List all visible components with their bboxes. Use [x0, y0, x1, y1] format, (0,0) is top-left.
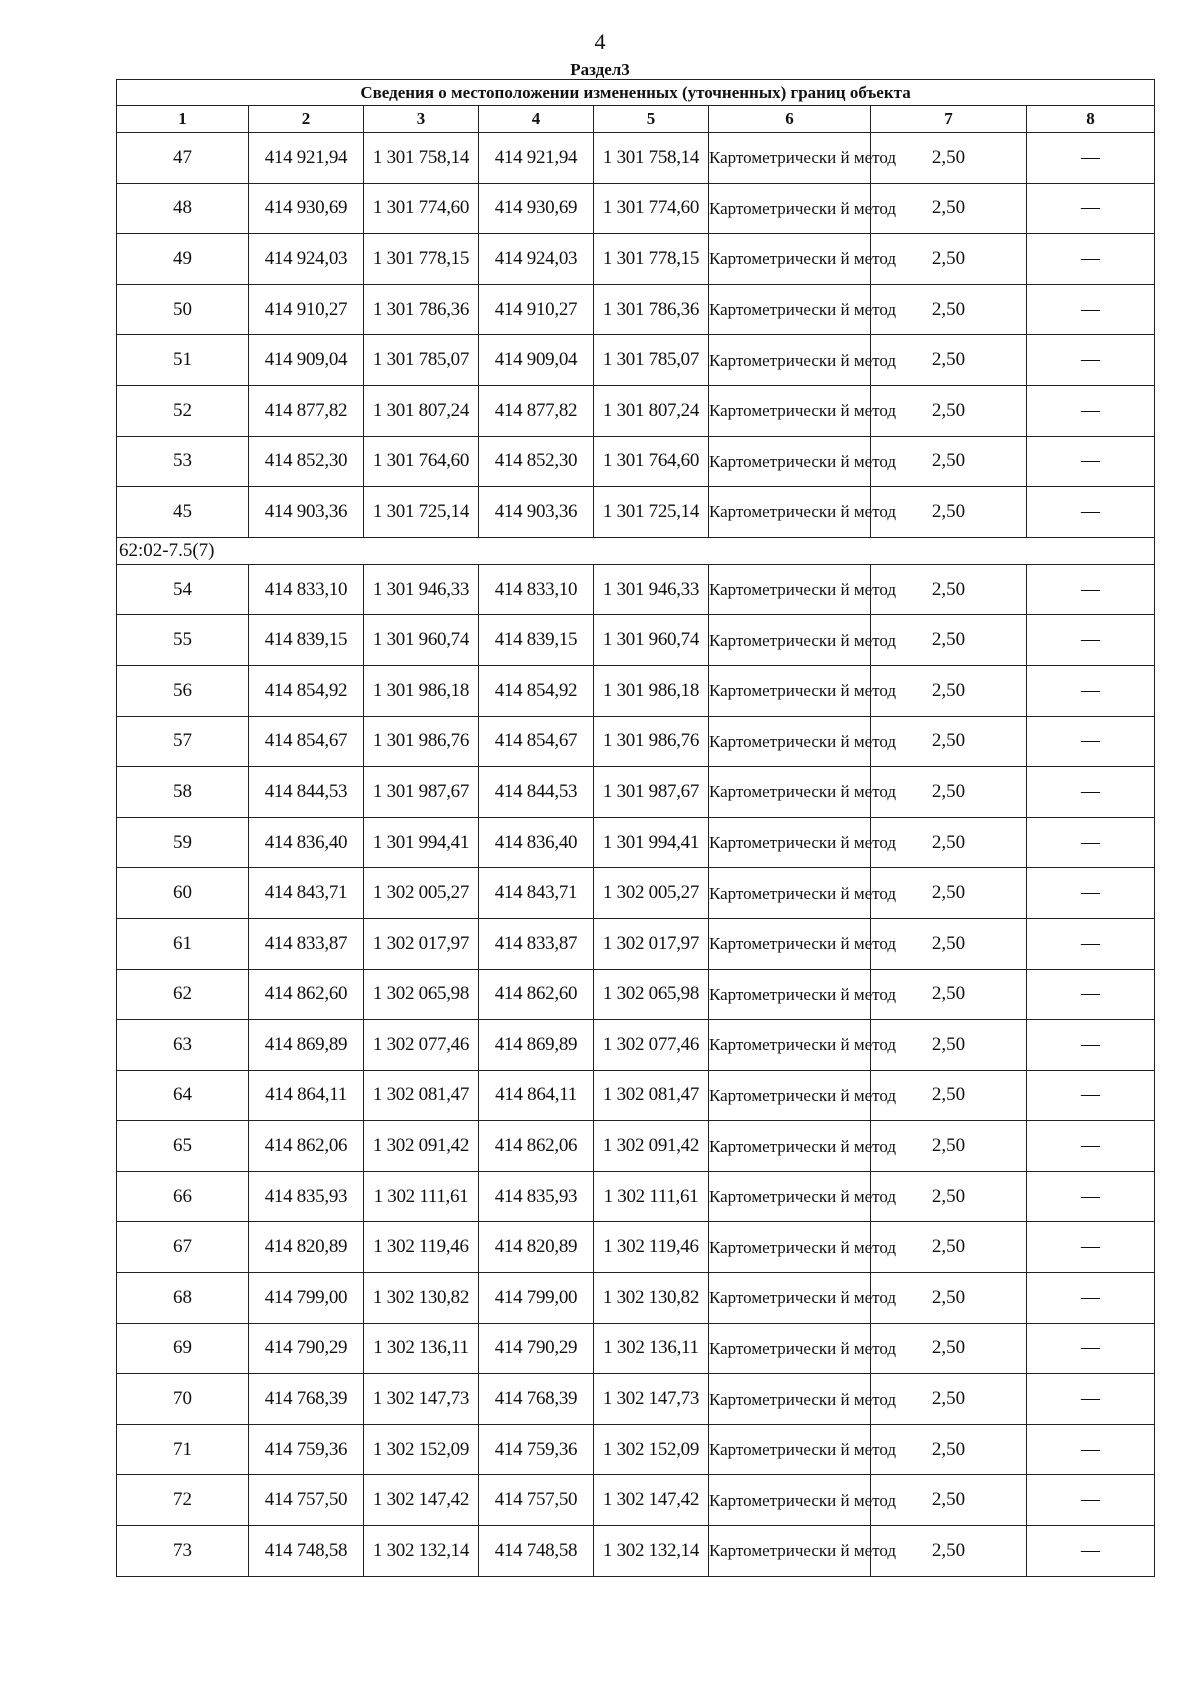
x-old-cell: 414 924,03 [249, 234, 364, 285]
description-cell: — [1027, 1323, 1155, 1374]
y-old-cell: 1 302 017,97 [364, 918, 479, 969]
y-old-cell: 1 302 147,42 [364, 1475, 479, 1526]
y-new-cell: 1 301 986,76 [594, 716, 709, 767]
description-cell: — [1027, 1171, 1155, 1222]
y-old-cell: 1 301 764,60 [364, 436, 479, 487]
accuracy-cell: 2,50 [871, 234, 1027, 285]
x-new-cell: 414 869,89 [479, 1020, 594, 1071]
x-old-cell: 414 759,36 [249, 1424, 364, 1475]
description-cell: — [1027, 133, 1155, 184]
description-cell: — [1027, 234, 1155, 285]
y-old-cell: 1 301 785,07 [364, 335, 479, 386]
y-old-cell: 1 301 946,33 [364, 564, 479, 615]
description-cell: — [1027, 183, 1155, 234]
table-row [117, 284, 1155, 335]
y-old-cell: 1 302 130,82 [364, 1273, 479, 1324]
y-old-cell: 1 301 725,14 [364, 487, 479, 538]
point-number-cell: 62 [117, 969, 249, 1020]
x-new-cell: 414 768,39 [479, 1374, 594, 1425]
table-row [117, 1020, 1155, 1071]
point-number-cell: 57 [117, 716, 249, 767]
point-number-cell: 47 [117, 133, 249, 184]
x-new-cell: 414 924,03 [479, 234, 594, 285]
section-title: Раздел3 [570, 60, 630, 79]
y-new-cell: 1 302 005,27 [594, 868, 709, 919]
x-old-cell: 414 839,15 [249, 615, 364, 666]
x-new-cell: 414 843,71 [479, 868, 594, 919]
point-number-cell: 59 [117, 817, 249, 868]
x-new-cell: 414 759,36 [479, 1424, 594, 1475]
column-number: 3 [364, 106, 479, 133]
y-new-cell: 1 301 987,67 [594, 767, 709, 818]
y-old-cell: 1 302 077,46 [364, 1020, 479, 1071]
x-new-cell: 414 852,30 [479, 436, 594, 487]
table-row [117, 1526, 1155, 1577]
accuracy-cell: 2,50 [871, 1020, 1027, 1071]
y-new-cell: 1 302 111,61 [594, 1171, 709, 1222]
method-cell: Картометрически й метод [709, 1424, 871, 1475]
y-new-cell: 1 302 147,73 [594, 1374, 709, 1425]
description-cell: — [1027, 1020, 1155, 1071]
method-cell: Картометрически й метод [709, 284, 871, 335]
table-row [117, 1475, 1155, 1526]
y-new-cell: 1 301 778,15 [594, 234, 709, 285]
y-old-cell: 1 301 986,18 [364, 665, 479, 716]
point-number-cell: 49 [117, 234, 249, 285]
table-row [117, 1323, 1155, 1374]
description-cell: — [1027, 918, 1155, 969]
y-new-cell: 1 301 725,14 [594, 487, 709, 538]
description-cell: — [1027, 564, 1155, 615]
y-new-cell: 1 301 994,41 [594, 817, 709, 868]
point-number-cell: 66 [117, 1171, 249, 1222]
accuracy-cell: 2,50 [871, 1070, 1027, 1121]
x-old-cell: 414 862,06 [249, 1121, 364, 1172]
y-new-cell: 1 302 130,82 [594, 1273, 709, 1324]
table-row [117, 1374, 1155, 1425]
accuracy-cell: 2,50 [871, 1424, 1027, 1475]
method-cell: Картометрически й метод [709, 133, 871, 184]
table-row [117, 1070, 1155, 1121]
y-new-cell: 1 302 091,42 [594, 1121, 709, 1172]
x-new-cell: 414 854,67 [479, 716, 594, 767]
point-number-cell: 69 [117, 1323, 249, 1374]
table-row [117, 716, 1155, 767]
description-cell: — [1027, 1222, 1155, 1273]
x-new-cell: 414 864,11 [479, 1070, 594, 1121]
method-cell: Картометрически й метод [709, 385, 871, 436]
description-cell: — [1027, 1526, 1155, 1577]
accuracy-cell: 2,50 [871, 918, 1027, 969]
description-cell: — [1027, 817, 1155, 868]
accuracy-cell: 2,50 [871, 1475, 1027, 1526]
table-row [117, 1222, 1155, 1273]
x-new-cell: 414 748,58 [479, 1526, 594, 1577]
page-number: 4 [594, 29, 606, 54]
accuracy-cell: 2,50 [871, 1273, 1027, 1324]
y-new-cell: 1 301 774,60 [594, 183, 709, 234]
method-cell: Картометрически й метод [709, 716, 871, 767]
method-cell: Картометрически й метод [709, 1070, 871, 1121]
x-old-cell: 414 921,94 [249, 133, 364, 184]
y-old-cell: 1 302 065,98 [364, 969, 479, 1020]
y-old-cell: 1 301 807,24 [364, 385, 479, 436]
x-new-cell: 414 921,94 [479, 133, 594, 184]
table-row [117, 1121, 1155, 1172]
accuracy-cell: 2,50 [871, 1526, 1027, 1577]
accuracy-cell: 2,50 [871, 615, 1027, 666]
table-row [117, 183, 1155, 234]
description-cell: — [1027, 969, 1155, 1020]
description-cell: — [1027, 385, 1155, 436]
method-cell: Картометрически й метод [709, 183, 871, 234]
method-cell: Картометрически й метод [709, 767, 871, 818]
accuracy-cell: 2,50 [871, 436, 1027, 487]
x-new-cell: 414 844,53 [479, 767, 594, 818]
x-old-cell: 414 790,29 [249, 1323, 364, 1374]
accuracy-cell: 2,50 [871, 1121, 1027, 1172]
x-new-cell: 414 862,60 [479, 969, 594, 1020]
method-cell: Картометрически й метод [709, 817, 871, 868]
y-new-cell: 1 301 807,24 [594, 385, 709, 436]
point-number-cell: 68 [117, 1273, 249, 1324]
method-cell: Картометрически й метод [709, 1020, 871, 1071]
point-number-cell: 72 [117, 1475, 249, 1526]
y-new-cell: 1 301 986,18 [594, 665, 709, 716]
x-old-cell: 414 930,69 [249, 183, 364, 234]
y-new-cell: 1 302 081,47 [594, 1070, 709, 1121]
group-label: 62:02-7.5(7) [117, 537, 1155, 564]
method-cell: Картометрически й метод [709, 1121, 871, 1172]
y-old-cell: 1 302 132,14 [364, 1526, 479, 1577]
description-cell: — [1027, 1475, 1155, 1526]
column-number: 4 [479, 106, 594, 133]
x-old-cell: 414 768,39 [249, 1374, 364, 1425]
x-old-cell: 414 835,93 [249, 1171, 364, 1222]
accuracy-cell: 2,50 [871, 1171, 1027, 1222]
method-cell: Картометрически й метод [709, 1273, 871, 1324]
x-new-cell: 414 877,82 [479, 385, 594, 436]
y-new-cell: 1 302 136,11 [594, 1323, 709, 1374]
y-new-cell: 1 302 017,97 [594, 918, 709, 969]
method-cell: Картометрически й метод [709, 665, 871, 716]
table-row [117, 564, 1155, 615]
method-cell: Картометрически й метод [709, 1323, 871, 1374]
y-old-cell: 1 302 136,11 [364, 1323, 479, 1374]
method-cell: Картометрически й метод [709, 1171, 871, 1222]
y-new-cell: 1 302 119,46 [594, 1222, 709, 1273]
description-cell: — [1027, 868, 1155, 919]
description-cell: — [1027, 1273, 1155, 1324]
point-number-cell: 67 [117, 1222, 249, 1273]
y-new-cell: 1 301 960,74 [594, 615, 709, 666]
table-row [117, 1171, 1155, 1222]
description-cell: — [1027, 767, 1155, 818]
accuracy-cell: 2,50 [871, 385, 1027, 436]
table-row [117, 487, 1155, 538]
description-cell: — [1027, 436, 1155, 487]
accuracy-cell: 2,50 [871, 487, 1027, 538]
x-new-cell: 414 790,29 [479, 1323, 594, 1374]
y-old-cell: 1 302 111,61 [364, 1171, 479, 1222]
point-number-cell: 65 [117, 1121, 249, 1172]
point-number-cell: 52 [117, 385, 249, 436]
x-old-cell: 414 852,30 [249, 436, 364, 487]
method-cell: Картометрически й метод [709, 1475, 871, 1526]
y-new-cell: 1 302 147,42 [594, 1475, 709, 1526]
accuracy-cell: 2,50 [871, 767, 1027, 818]
accuracy-cell: 2,50 [871, 564, 1027, 615]
accuracy-cell: 2,50 [871, 716, 1027, 767]
table-row [117, 817, 1155, 868]
accuracy-cell: 2,50 [871, 335, 1027, 386]
method-cell: Картометрически й метод [709, 564, 871, 615]
point-number-cell: 56 [117, 665, 249, 716]
table-row [117, 234, 1155, 285]
description-cell: — [1027, 487, 1155, 538]
y-new-cell: 1 302 065,98 [594, 969, 709, 1020]
table-row [117, 665, 1155, 716]
x-old-cell: 414 757,50 [249, 1475, 364, 1526]
y-new-cell: 1 302 132,14 [594, 1526, 709, 1577]
x-old-cell: 414 799,00 [249, 1273, 364, 1324]
x-new-cell: 414 835,93 [479, 1171, 594, 1222]
y-old-cell: 1 302 091,42 [364, 1121, 479, 1172]
method-cell: Картометрически й метод [709, 1526, 871, 1577]
y-new-cell: 1 301 764,60 [594, 436, 709, 487]
point-number-cell: 55 [117, 615, 249, 666]
table-row [117, 1424, 1155, 1475]
x-old-cell: 414 843,71 [249, 868, 364, 919]
x-new-cell: 414 910,27 [479, 284, 594, 335]
method-cell: Картометрически й метод [709, 1222, 871, 1273]
y-new-cell: 1 301 946,33 [594, 564, 709, 615]
x-new-cell: 414 833,87 [479, 918, 594, 969]
table-row [117, 436, 1155, 487]
table-row [117, 335, 1155, 386]
y-old-cell: 1 301 758,14 [364, 133, 479, 184]
table-row [117, 868, 1155, 919]
x-old-cell: 414 836,40 [249, 817, 364, 868]
x-old-cell: 414 877,82 [249, 385, 364, 436]
x-new-cell: 414 757,50 [479, 1475, 594, 1526]
accuracy-cell: 2,50 [871, 1323, 1027, 1374]
x-old-cell: 414 844,53 [249, 767, 364, 818]
y-old-cell: 1 301 774,60 [364, 183, 479, 234]
method-cell: Картометрически й метод [709, 918, 871, 969]
method-cell: Картометрически й метод [709, 487, 871, 538]
accuracy-cell: 2,50 [871, 284, 1027, 335]
accuracy-cell: 2,50 [871, 1222, 1027, 1273]
point-number-cell: 54 [117, 564, 249, 615]
description-cell: — [1027, 1070, 1155, 1121]
point-number-cell: 71 [117, 1424, 249, 1475]
point-number-cell: 50 [117, 284, 249, 335]
x-old-cell: 414 820,89 [249, 1222, 364, 1273]
method-cell: Картометрически й метод [709, 969, 871, 1020]
y-old-cell: 1 302 147,73 [364, 1374, 479, 1425]
accuracy-cell: 2,50 [871, 817, 1027, 868]
description-cell: — [1027, 615, 1155, 666]
accuracy-cell: 2,50 [871, 133, 1027, 184]
point-number-cell: 51 [117, 335, 249, 386]
method-cell: Картометрически й метод [709, 868, 871, 919]
x-old-cell: 414 748,58 [249, 1526, 364, 1577]
accuracy-cell: 2,50 [871, 969, 1027, 1020]
group-header-row [117, 537, 1155, 564]
point-number-cell: 45 [117, 487, 249, 538]
x-new-cell: 414 820,89 [479, 1222, 594, 1273]
point-number-cell: 58 [117, 767, 249, 818]
x-old-cell: 414 869,89 [249, 1020, 364, 1071]
column-number: 6 [709, 106, 871, 133]
description-cell: — [1027, 665, 1155, 716]
table-body [117, 133, 1155, 1577]
table-row [117, 615, 1155, 666]
y-old-cell: 1 302 081,47 [364, 1070, 479, 1121]
method-cell: Картометрически й метод [709, 1374, 871, 1425]
x-new-cell: 414 839,15 [479, 615, 594, 666]
table-row [117, 133, 1155, 184]
y-new-cell: 1 301 785,07 [594, 335, 709, 386]
method-cell: Картометрически й метод [709, 436, 871, 487]
x-new-cell: 414 833,10 [479, 564, 594, 615]
description-cell: — [1027, 1424, 1155, 1475]
x-new-cell: 414 930,69 [479, 183, 594, 234]
boundary-coordinates-table [116, 79, 1155, 1577]
table-caption: Сведения о местоположении измененных (уточненных) границ объекта [117, 80, 1155, 106]
y-old-cell: 1 302 152,09 [364, 1424, 479, 1475]
x-new-cell: 414 862,06 [479, 1121, 594, 1172]
x-new-cell: 414 903,36 [479, 487, 594, 538]
column-number: 5 [594, 106, 709, 133]
description-cell: — [1027, 335, 1155, 386]
y-old-cell: 1 301 994,41 [364, 817, 479, 868]
description-cell: — [1027, 284, 1155, 335]
x-old-cell: 414 833,10 [249, 564, 364, 615]
description-cell: — [1027, 1121, 1155, 1172]
point-number-cell: 73 [117, 1526, 249, 1577]
description-cell: — [1027, 716, 1155, 767]
point-number-cell: 48 [117, 183, 249, 234]
y-new-cell: 1 302 152,09 [594, 1424, 709, 1475]
method-cell: Картометрически й метод [709, 335, 871, 386]
column-number: 8 [1027, 106, 1155, 133]
point-number-cell: 63 [117, 1020, 249, 1071]
accuracy-cell: 2,50 [871, 868, 1027, 919]
y-new-cell: 1 301 786,36 [594, 284, 709, 335]
point-number-cell: 70 [117, 1374, 249, 1425]
x-new-cell: 414 909,04 [479, 335, 594, 386]
point-number-cell: 60 [117, 868, 249, 919]
x-old-cell: 414 864,11 [249, 1070, 364, 1121]
y-old-cell: 1 302 119,46 [364, 1222, 479, 1273]
y-new-cell: 1 301 758,14 [594, 133, 709, 184]
accuracy-cell: 2,50 [871, 665, 1027, 716]
table-row [117, 969, 1155, 1020]
x-old-cell: 414 862,60 [249, 969, 364, 1020]
x-old-cell: 414 903,36 [249, 487, 364, 538]
x-new-cell: 414 836,40 [479, 817, 594, 868]
y-old-cell: 1 301 778,15 [364, 234, 479, 285]
x-old-cell: 414 854,67 [249, 716, 364, 767]
table-row [117, 385, 1155, 436]
x-old-cell: 414 909,04 [249, 335, 364, 386]
y-old-cell: 1 301 986,76 [364, 716, 479, 767]
x-old-cell: 414 910,27 [249, 284, 364, 335]
method-cell: Картометрически й метод [709, 615, 871, 666]
y-old-cell: 1 301 786,36 [364, 284, 479, 335]
accuracy-cell: 2,50 [871, 183, 1027, 234]
point-number-cell: 53 [117, 436, 249, 487]
table-row [117, 1273, 1155, 1324]
method-cell: Картометрически й метод [709, 234, 871, 285]
x-new-cell: 414 799,00 [479, 1273, 594, 1324]
column-number: 7 [871, 106, 1027, 133]
column-number-row [117, 106, 1155, 133]
x-new-cell: 414 854,92 [479, 665, 594, 716]
column-number: 1 [117, 106, 249, 133]
x-old-cell: 414 833,87 [249, 918, 364, 969]
accuracy-cell: 2,50 [871, 1374, 1027, 1425]
y-old-cell: 1 302 005,27 [364, 868, 479, 919]
column-number: 2 [249, 106, 364, 133]
point-number-cell: 61 [117, 918, 249, 969]
table-row [117, 767, 1155, 818]
y-old-cell: 1 301 987,67 [364, 767, 479, 818]
description-cell: — [1027, 1374, 1155, 1425]
table-row [117, 918, 1155, 969]
y-new-cell: 1 302 077,46 [594, 1020, 709, 1071]
y-old-cell: 1 301 960,74 [364, 615, 479, 666]
point-number-cell: 64 [117, 1070, 249, 1121]
x-old-cell: 414 854,92 [249, 665, 364, 716]
